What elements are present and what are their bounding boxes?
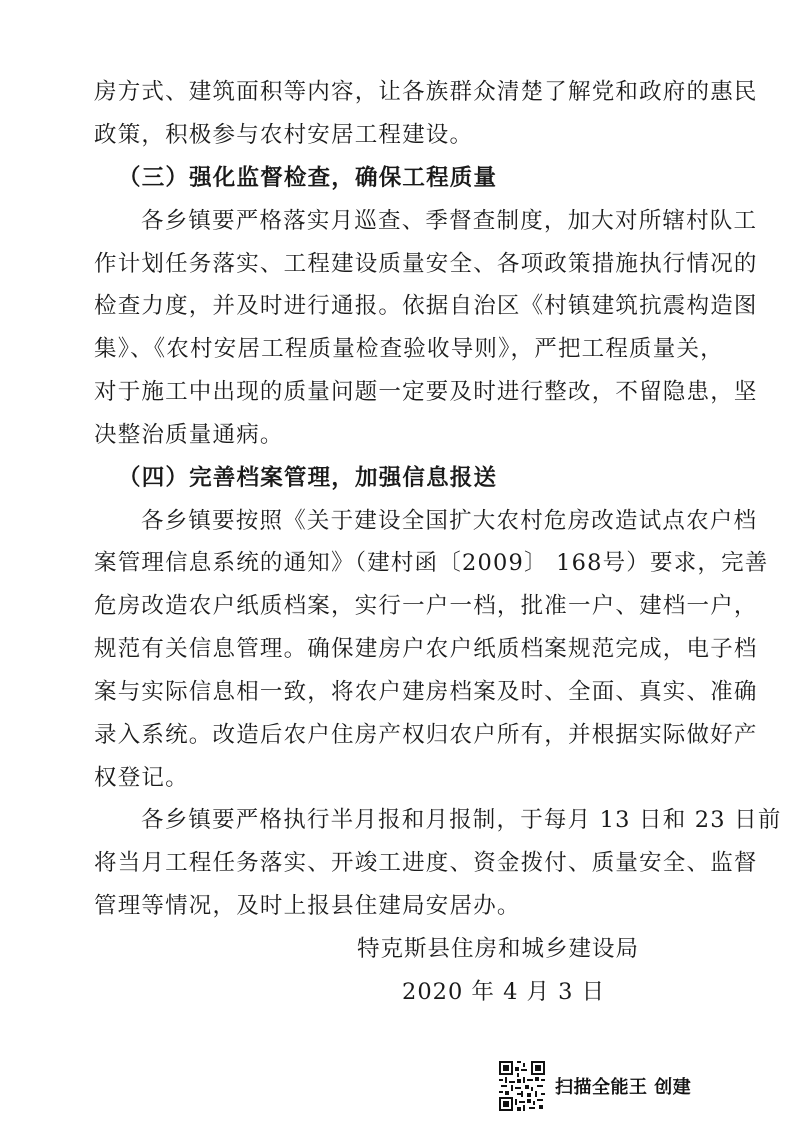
signature-organization: 特克斯县住房和城乡建设局 (357, 936, 640, 962)
body-line: 危房改造农户纸质档案，实行一户一档，批准一户、建档一户， (94, 593, 758, 619)
body-line: 政策，积极参与农村安居工程建设。 (94, 122, 474, 148)
watermark-text: 扫描全能王 创建 (555, 1077, 692, 1098)
signature-date: 2020 年 4 月 3 日 (402, 979, 606, 1005)
body-line: 案管理信息系统的通知》（建村函〔2009〕 168号）要求，完善 (94, 550, 769, 576)
body-line: 案与实际信息相一致，将农户建房档案及时、全面、真实、准确 (94, 679, 758, 705)
body-line: 集》、《农村安居工程质量检查验收导则》，严把工程质量关， (94, 336, 724, 362)
body-line: 管理等情况，及时上报县住建局安居办。 (94, 893, 521, 919)
paragraph-start: 各乡镇要严格落实月巡查、季督查制度，加大对所辖村队工 (141, 208, 758, 234)
body-line: 决整治质量通病。 (94, 422, 284, 448)
body-line: 录入系统。改造后农户住房产权归农户所有，并根据实际做好产 (94, 722, 758, 748)
body-line: 规范有关信息管理。确保建房户农户纸质档案规范完成，电子档 (94, 636, 758, 662)
body-line: 权登记。 (94, 765, 189, 791)
body-line: 检查力度，并及时进行通报。依据自治区《村镇建筑抗震构造图 (94, 293, 758, 319)
section-heading-4: （四）完善档案管理，加强信息报送 (118, 465, 498, 491)
paragraph-start: 各乡镇要严格执行半月报和月报制，于每月 13 日和 23 日前 (141, 807, 782, 833)
body-line: 对于施工中出现的质量问题一定要及时进行整改，不留隐患，坚 (94, 379, 758, 405)
body-line: 房方式、建筑面积等内容，让各族群众清楚了解党和政府的惠民 (94, 79, 758, 105)
section-heading-3: （三）强化监督检查，确保工程质量 (118, 165, 498, 191)
body-line: 将当月工程任务落实、开竣工进度、资金拨付、质量安全、监督 (94, 850, 758, 876)
qr-code-icon (497, 1059, 547, 1113)
paragraph-start: 各乡镇要按照《关于建设全国扩大农村危房改造试点农户档 (141, 508, 758, 534)
scanner-watermark (497, 1058, 691, 1114)
body-line: 作计划任务落实、工程建设质量安全、各项政策措施执行情况的 (94, 251, 758, 277)
